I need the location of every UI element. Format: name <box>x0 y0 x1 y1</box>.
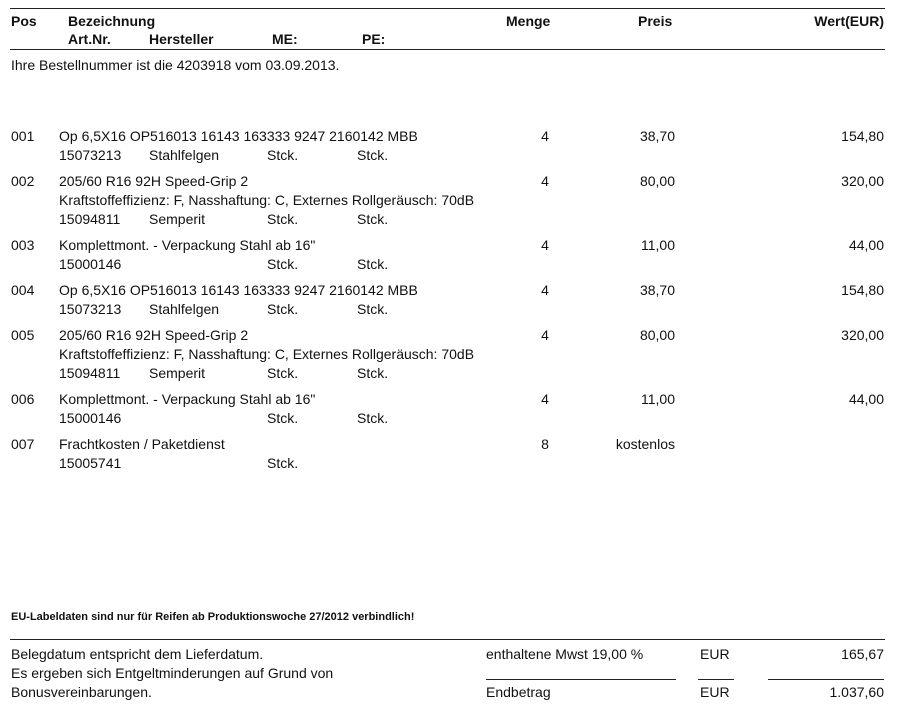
item-description: Op 6,5X16 OP516013 16143 163333 9247 2160142 MBB <box>59 282 418 298</box>
endbetrag-rule-value <box>768 679 884 680</box>
col-header-preis: Preis <box>638 13 673 29</box>
item-description: Komplettmont. - Verpackung Stahl ab 16" <box>59 391 316 407</box>
item-artnr: 15000146 <box>59 410 122 426</box>
item-pos: 005 <box>11 327 35 343</box>
item-pos: 004 <box>11 282 35 298</box>
item-me: Stck. <box>267 147 299 163</box>
col-header-artnr: Art.Nr. <box>68 31 111 47</box>
item-pe: Stck. <box>357 365 389 381</box>
col-header-pe: PE: <box>362 31 386 47</box>
item-description: Frachtkosten / Paketdienst <box>59 436 225 452</box>
col-header-pos: Pos <box>11 13 37 29</box>
col-header-me: ME: <box>272 31 298 47</box>
endbetrag-label: Endbetrag <box>486 684 551 700</box>
item-pe: Stck. <box>357 301 389 317</box>
item-pe: Stck. <box>357 256 389 272</box>
mwst-currency: EUR <box>700 646 730 662</box>
item-preis: 80,00 <box>639 327 675 343</box>
item-pos: 003 <box>11 237 35 253</box>
footer-text-line2: Es ergeben sich Entgeltminderungen auf Grund von <box>11 665 334 681</box>
item-artnr: 15005741 <box>59 455 122 471</box>
item-wert: 154,80 <box>841 282 884 298</box>
item-me: Stck. <box>267 211 299 227</box>
item-me: Stck. <box>267 365 299 381</box>
item-preis: 38,70 <box>639 128 675 144</box>
item-description: Op 6,5X16 OP516013 16143 163333 9247 2160142 MBB <box>59 128 418 144</box>
footer-top-rule <box>10 639 885 640</box>
mwst-label: enthaltene Mwst 19,00 % <box>486 646 644 662</box>
endbetrag-value: 1.037,60 <box>829 684 884 700</box>
item-description: Komplettmont. - Verpackung Stahl ab 16" <box>59 237 316 253</box>
item-pos: 007 <box>11 436 35 452</box>
footer-text-line3: Bonusvereinbarungen. <box>11 684 152 700</box>
item-preis: 38,70 <box>639 282 675 298</box>
col-header-wert: Wert(EUR) <box>814 13 884 29</box>
item-menge: 4 <box>541 237 549 253</box>
item-pe: Stck. <box>357 211 389 227</box>
item-artnr: 15073213 <box>59 147 122 163</box>
item-preis: 80,00 <box>639 173 675 189</box>
item-pe: Stck. <box>357 147 389 163</box>
item-wert: 320,00 <box>841 327 884 343</box>
item-me: Stck. <box>267 256 299 272</box>
item-menge: 4 <box>541 173 549 189</box>
footer-text-line1: Belegdatum entspricht dem Lieferdatum. <box>11 646 264 662</box>
eu-label-note: EU-Labeldaten sind nur für Reifen ab Produktionswoche 27/2012 verbindlich! <box>11 611 415 623</box>
item-wert: 44,00 <box>848 391 884 407</box>
item-pos: 006 <box>11 391 35 407</box>
item-pos: 001 <box>11 128 35 144</box>
item-hersteller: Stahlfelgen <box>149 301 220 317</box>
item-artnr: 15000146 <box>59 256 122 272</box>
item-preis: kostenlos <box>615 436 675 452</box>
item-pos: 002 <box>11 173 35 189</box>
item-me: Stck. <box>267 301 299 317</box>
item-artnr: 15094811 <box>59 365 121 381</box>
item-wert: 44,00 <box>848 237 884 253</box>
item-description: 205/60 R16 92H Speed-Grip 2 <box>59 173 249 189</box>
item-me: Stck. <box>267 410 299 426</box>
item-hersteller: Semperit <box>149 211 206 227</box>
endbetrag-rule-currency <box>698 679 734 680</box>
endbetrag-currency: EUR <box>700 684 730 700</box>
endbetrag-rule-label <box>486 679 676 680</box>
item-description-2: Kraftstoffeffizienz: F, Nasshaftung: C, Externes Rollgeräusch: 70dB <box>59 346 475 362</box>
item-artnr: 15073213 <box>59 301 122 317</box>
item-artnr: 15094811 <box>59 211 121 227</box>
item-pe: Stck. <box>357 410 389 426</box>
item-wert: 320,00 <box>841 173 884 189</box>
header-bottom-rule <box>10 49 885 50</box>
col-header-bezeichnung: Bezeichnung <box>68 13 156 29</box>
header-top-rule <box>10 8 885 9</box>
item-preis: 11,00 <box>641 391 675 407</box>
item-description: 205/60 R16 92H Speed-Grip 2 <box>59 327 249 343</box>
item-description-2: Kraftstoffeffizienz: F, Nasshaftung: C, Externes Rollgeräusch: 70dB <box>59 192 475 208</box>
item-menge: 8 <box>541 436 549 452</box>
mwst-value: 165,67 <box>841 646 884 662</box>
item-menge: 4 <box>541 391 549 407</box>
item-menge: 4 <box>541 282 549 298</box>
col-header-hersteller: Hersteller <box>149 31 214 47</box>
item-wert: 154,80 <box>841 128 884 144</box>
item-menge: 4 <box>541 327 549 343</box>
item-hersteller: Semperit <box>149 365 206 381</box>
item-preis: 11,00 <box>641 237 675 253</box>
order-number-line: Ihre Bestellnummer ist die 4203918 vom 03.09.2013. <box>11 57 340 73</box>
item-menge: 4 <box>541 128 549 144</box>
col-header-menge: Menge <box>506 13 551 29</box>
item-me: Stck. <box>267 455 299 471</box>
item-hersteller: Stahlfelgen <box>149 147 220 163</box>
